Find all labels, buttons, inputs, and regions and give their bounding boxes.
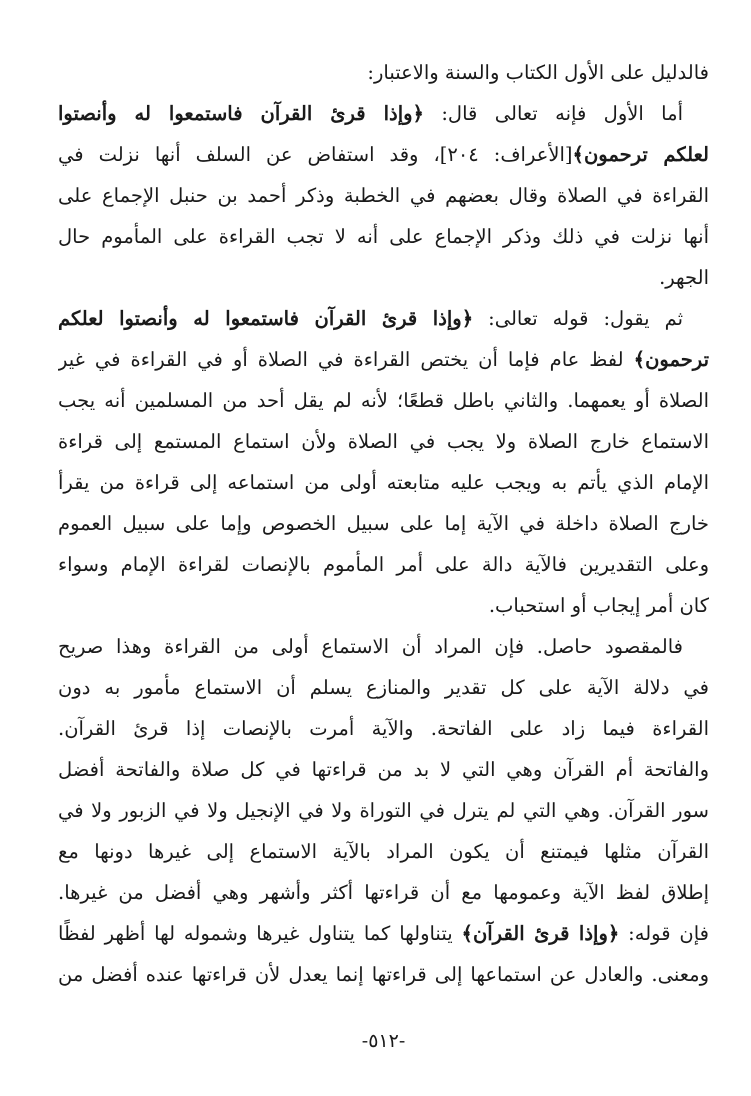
text-line: وعلى التقديرين فالآية دالة على أمر المأموم بالإنصات لقراءة الإمام وسواء	[58, 553, 709, 576]
text-run: لفظ عام فإما أن يختص القراءة في الصلاة أو في القراءة في غير	[58, 348, 634, 371]
page-number: -٥١٢-	[361, 1030, 406, 1052]
text-line: الجهر.	[659, 266, 709, 289]
text-line: الصلاة أو يعمهما. والثاني باطل قطعًا؛ لأنه لم يقل أحد من المسلمين أنه يجب	[58, 389, 709, 412]
text-line: فالدليل على الأول الكتاب والسنة والاعتبار:	[367, 61, 709, 84]
text-run: فإن قوله:	[619, 922, 709, 945]
text-line: الإمام الذي يأتم به ويجب عليه متابعته أولى من استماعه إلى قراءة من يقرأ	[58, 471, 709, 494]
text-line: أنها نزلت في ذلك وذكر الإجماع على أنه لا تجب القراءة على المأموم حال	[58, 225, 709, 248]
text-line: خارج الصلاة داخلة في الآية إما على سبيل الخصوص وإما على سبيل العموم	[58, 512, 709, 535]
text-run: [الأعراف: ٢٠٤]، وقد استفاض عن السلف أنها نزلت في	[58, 143, 573, 166]
document-page	[58, 56, 709, 1056]
text-line: ومعنى. والعادل عن استماعها إلى قراءتها إنما يعدل لأن قراءتها عنده أفضل من	[58, 963, 709, 986]
text-line: الاستماع خارج الصلاة ولا يجب في الصلاة ولأن استماع المستمع إلى قراءة	[58, 430, 709, 453]
quran-verse: ترحمون﴾	[633, 348, 709, 371]
text-line	[58, 302, 709, 336]
text-line: كان أمر إيجاب أو استحباب.	[488, 594, 709, 617]
text-line	[58, 343, 709, 377]
text-line: إطلاق لفظ الآية وعمومها مع أن قراءتها أكثر وأشهر وهي أفضل من غيرها.	[58, 881, 709, 904]
text-line: القراءة في الصلاة وقال بعضهم في الخطبة وذكر أحمد بن حنبل الإجماع على	[58, 184, 709, 207]
text-line: في دلالة الآية على كل تقدير والمنازع يسلم أن الاستماع مأمور به دون	[58, 676, 709, 699]
text-line	[58, 917, 709, 951]
text-run: ثم يقول: قوله تعالى:	[473, 307, 683, 330]
text-line	[58, 138, 709, 172]
text-line: والفاتحة أم القرآن وهي التي لا بد من قراءتها في كل صلاة والفاتحة أفضل	[58, 758, 709, 781]
text-line: فالمقصود حاصل. فإن المراد أن الاستماع أولى من القراءة وهذا صريح	[58, 635, 683, 658]
quran-verse: لعلكم ترحمون﴾	[572, 143, 709, 166]
text-line: القراءة فيما زاد على الفاتحة. والآية أمرت بالإنصات إذا قرئ القرآن.	[58, 717, 709, 740]
text-run: يتناولها كما يتناول غيرها وشموله لها أظهر لفظًا	[58, 922, 462, 945]
text-run: أما الأول فإنه تعالى قال:	[423, 102, 683, 125]
text-line: سور القرآن. وهي التي لم يترل في التوراة ولا في الإنجيل ولا في الزبور ولا في	[58, 799, 709, 822]
quran-verse: ﴿وإذا قرئ القرآن فاستمعوا له وأنصتوا لعلكم	[58, 307, 474, 330]
quran-verse: ﴿وإذا قرئ القرآن﴾	[461, 922, 620, 945]
quran-verse: ﴿وإذا قرئ القرآن فاستمعوا له وأنصتوا	[58, 102, 424, 125]
text-line: القرآن مثلها فيمتنع أن يكون المراد بالآية الاستماع إلى غيرها دونها مع	[58, 840, 709, 863]
text-line	[58, 97, 709, 131]
